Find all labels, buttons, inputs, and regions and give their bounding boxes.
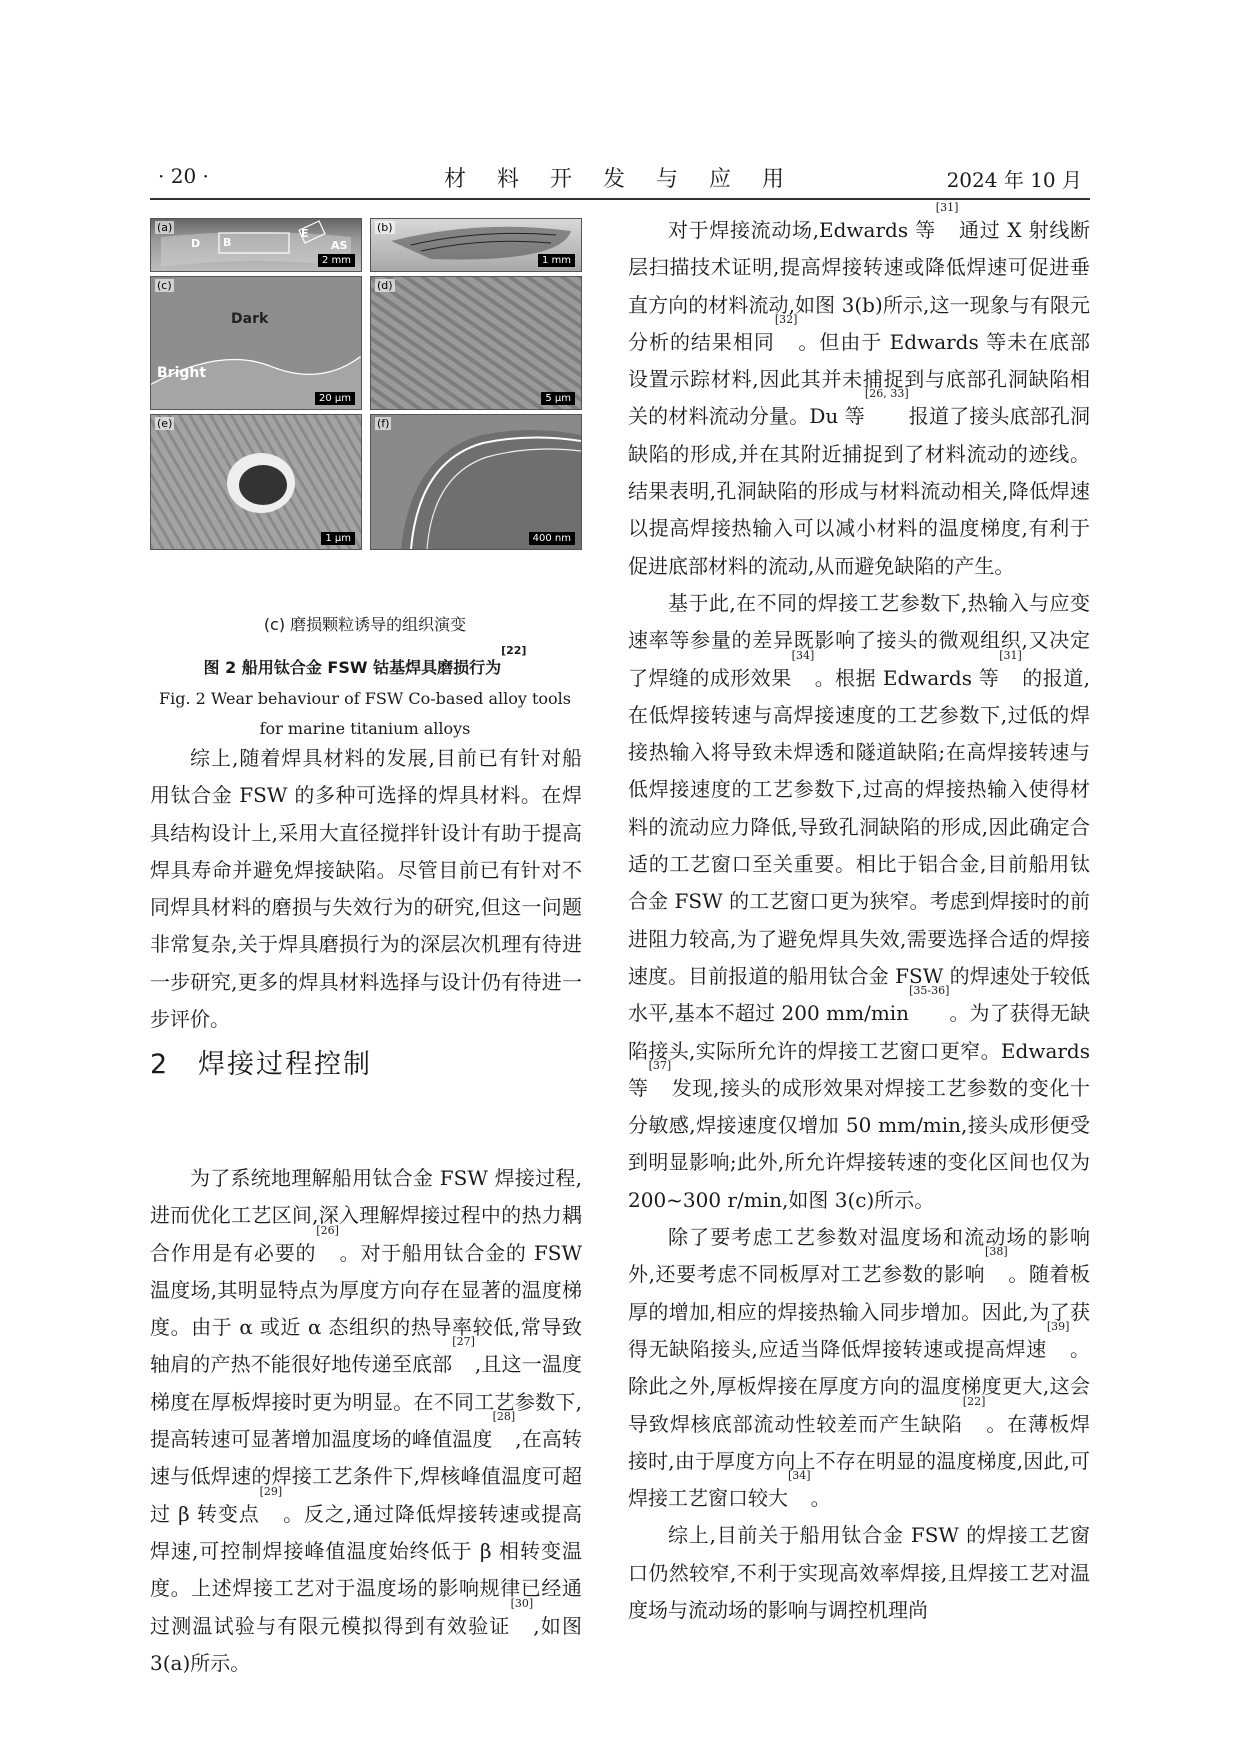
caption-en-line-2: for marine titanium alloys <box>259 719 471 738</box>
figure-panel-c <box>150 276 362 410</box>
text-run: 通过 X 射线断层扫描技术证明,提高焊接转速或降低焊速可促进垂直方向的材料流动,如图 3(b)所示,这一现象与有限元分析的结果相同 <box>628 218 1090 354</box>
figure-panel-d <box>370 276 582 410</box>
region-tag-dark: Dark <box>231 311 269 327</box>
scale-bar: 20 μm <box>315 392 355 405</box>
scale-bar: 1 μm <box>321 532 355 545</box>
text-run: 。为了获得无缺陷接头,实际所允许的焊接工艺窗口更窄。Edwards 等 <box>628 1001 1091 1100</box>
citation: [22] <box>501 644 527 657</box>
panel-label: (b) <box>377 221 393 234</box>
paragraph <box>628 585 1090 1219</box>
citation: [32] <box>774 312 798 326</box>
text-run: 报道了接头底部孔洞缺陷的形成,并在其附近捕捉到了材料流动的迹线。结果表明,孔洞缺陷的形成与材料流动相关,降低焊速以提高焊接热输入可以减小材料的温度梯度,有利于促进底部材料的流动,从而避免缺陷的产生。 <box>628 404 1091 578</box>
citation: [35-36] <box>909 984 950 998</box>
region-tag-b: B <box>223 236 232 249</box>
caption-cn-text: 图 2 船用钛合金 FSW 钴基焊具磨损行为 <box>203 658 502 677</box>
right-column <box>628 201 1091 1629</box>
figure-caption-cn <box>150 644 580 678</box>
figure-caption-en <box>150 684 580 744</box>
wear-particle-image <box>151 415 361 549</box>
figure-panel-e <box>150 414 362 550</box>
section-heading <box>150 1042 372 1081</box>
panel-label: (d) <box>377 279 393 292</box>
text-run: 发现,接头的成形效果对焊接工艺参数的变化十分敏感,焊接速度仅增加 50 mm/min,接头成形便受到明显影响;此外,所允许焊接转速的变化区间也仅为 200~300 r/min,如图 3(c)所示。 <box>628 1075 1090 1212</box>
paragraph <box>628 1219 1090 1517</box>
citation: [28] <box>492 1410 516 1424</box>
page-number: · 20 · <box>158 164 209 188</box>
citation: [29] <box>259 1484 283 1498</box>
scale-bar: 5 μm <box>541 392 575 405</box>
text-run: 。对于船用钛合金的 FSW 温度场,其明显特点为厚度方向存在显著的温度梯度。由于 α 或近 α 态组织的热导率较低,常导致轴肩的产热不能很好地传递至底部 <box>150 1240 582 1377</box>
text-run: ,如图 3(a)所示。 <box>150 1613 583 1675</box>
citation: [26] <box>316 1223 339 1237</box>
text-run: 为了系统地理解船用钛合金 FSW 焊接过程,进而优化工艺区间,深入理解焊接过程中的热力耦合作用是有必要的 <box>150 1166 582 1265</box>
scale-bar: 400 nm <box>529 532 575 545</box>
citation: [39] <box>1046 1319 1070 1333</box>
citation: [34] <box>788 1469 811 1483</box>
citation: [30] <box>510 1596 534 1610</box>
paragraph <box>150 1160 582 1682</box>
issue-date: 2024 年 10 月 <box>946 168 1082 192</box>
sem-image-dark-bright <box>151 277 361 409</box>
figure-panel-b <box>370 218 582 272</box>
scale-bar: 1 mm <box>538 254 575 267</box>
paragraph: 综上,随着焊具材料的发展,目前已有针对船用钛合金 FSW 的多种可选择的焊具材料。在焊具结构设计上,采用大直径搅拌针设计有助于提高焊具寿命并避免焊接缺陷。尽管目前已有针对不同焊具材料的磨损与失效行为的研究,但这一问题非常复杂,关于焊具磨损行为的深层次机理有待进一步研究,更多的焊具材料选择与设计仍有待进一步评价。 <box>150 746 582 1032</box>
paragraph <box>628 201 1091 585</box>
figure-2 <box>150 218 580 608</box>
text-run: 。但由于 Edwards 等未在底部设置示踪材料,因此其并未捕捉到与底部孔洞缺陷相关的材料流动分量。Du 等 <box>628 329 1091 429</box>
left-column-top <box>150 740 582 1038</box>
text-run: 对于焊接流动场,Edwards 等 <box>668 218 936 242</box>
citation: [22] <box>962 1394 986 1408</box>
region-tag-d: D <box>191 237 201 250</box>
left-column-bottom <box>150 1160 582 1682</box>
region-tag-as: AS <box>331 239 348 252</box>
citation: [26, 33] <box>864 387 909 401</box>
caption-en-line-1: Fig. 2 Wear behaviour of FSW Co-based alloy tools <box>158 689 572 708</box>
panel-label: (f) <box>377 417 390 430</box>
scale-bar: 2 mm <box>318 254 355 267</box>
region-tag-bright: Bright <box>157 365 207 381</box>
text-run: ,且这一温度梯度在厚板焊接时更为明显。在不同工艺参数下,提高转速可显著增加温度场的峰值温度 <box>150 1352 583 1452</box>
citation: [38] <box>985 1245 1008 1259</box>
journal-title: 材 料 开 发 与 应 用 <box>444 167 796 192</box>
text-run: 。随着板厚的增加,相应的焊接热输入同步增加。因此,为了获得无缺陷接头,应适当降低焊接转速或提高焊速 <box>628 1262 1091 1361</box>
region-tag-e: E <box>301 227 309 240</box>
figure-subcaption: (c) 磨损颗粒诱导的组织演变 <box>263 615 467 634</box>
text-run: 。根据 Edwards 等 <box>814 665 1000 690</box>
citation: [34] <box>791 648 815 662</box>
page-header <box>150 160 1090 200</box>
paragraph: 综上,目前关于船用钛合金 FSW 的焊接工艺窗口仍然较窄,不利于实现高效率焊接,且焊接工艺对温度场与流动场的影响与调控机理尚 <box>628 1523 1090 1622</box>
text-run: 。 <box>810 1486 831 1511</box>
panel-label: (a) <box>157 221 173 234</box>
particle-edge-image <box>371 415 581 549</box>
citation: [37] <box>648 1058 672 1072</box>
text-run: 。反之,通过降低焊接转速或提高焊速,可控制焊接峰值温度始终低于 β 相转变温度。上述焊接工艺对于温度场的影响规律已经通过测温试验与有限元模拟得到有效验证 <box>150 1501 582 1638</box>
figure-panel-a <box>150 218 362 272</box>
text-run: 基于此,在不同的焊接工艺参数下,热输入与应变速率等参量的差异既影响了接头的微观组织,又决定了焊缝的成形效果 <box>628 590 1090 690</box>
figure-panel-f <box>370 414 582 550</box>
text-run: 的报道,在低焊接转速与高焊接速度的工艺参数下,过低的焊接热输入将导致未焊透和隧道缺陷;在高焊接转速与低焊接速度的工艺参数下,过高的焊接热输入使得材料的流动应力降低,导致孔洞缺陷的形成,因此确定合适的工艺窗口至关重要。相比于铝合金,目前船用钛合金 FSW 的工艺窗口更为狭窄。考虑到焊接时的前进阻力较高,为了避免焊具失效,需要选择合适的焊接速度。目前报道的船用钛合金 FSW 的焊速处于较低水平,基本不超过 200 mm/min <box>628 665 1091 1026</box>
text-run: 。在薄板焊接时,由于厚度方向上不存在明显的温度梯度,因此,可焊接工艺窗口较大 <box>628 1411 1091 1511</box>
panel-label: (c) <box>157 279 172 292</box>
section-number: 2 <box>150 1049 170 1080</box>
text-run: ,在高转速与低焊速的焊接工艺条件下,焊核峰值温度可超过 β 转变点 <box>150 1427 583 1526</box>
citation: [27] <box>452 1335 475 1349</box>
panel-label: (e) <box>157 417 173 430</box>
citation: [31] <box>999 648 1022 662</box>
citation: [31] <box>935 201 959 214</box>
text-run: 。除此之外,厚板焊接在厚度方向的温度梯度更大,这会导致焊核底部流动性较差而产生缺陷 <box>628 1336 1090 1436</box>
section-title: 焊接过程控制 <box>198 1049 372 1080</box>
text-run: 除了要考虑工艺参数对温度场和流动场的影响外,还要考虑不同板厚对工艺参数的影响 <box>628 1225 1090 1287</box>
